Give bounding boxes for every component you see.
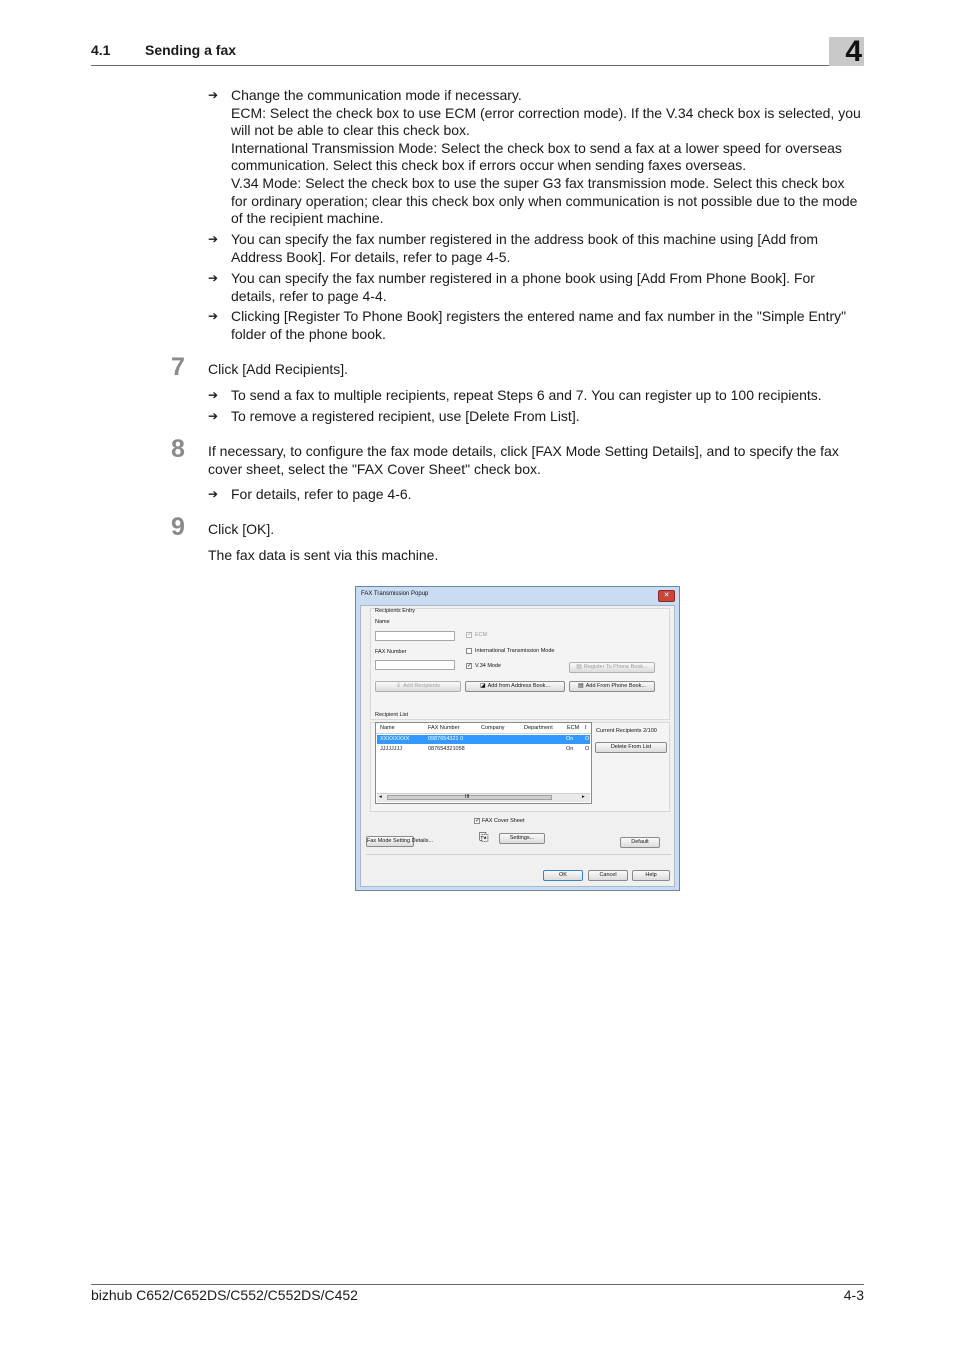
button-label: Add Recipients: [403, 683, 441, 689]
column-header-department[interactable]: Department: [524, 725, 553, 731]
intl-mode-label: International Transmission Mode: [475, 648, 555, 654]
bullet-text: You can specify the fax number registered in the address book of this machine using [Add from Address Book]. For details, refer to page 4-5.: [231, 231, 819, 265]
cell-i: O: [585, 736, 590, 742]
v34-label: V.34 Mode: [475, 663, 502, 669]
button-label: Help: [645, 872, 657, 878]
delete-from-list-button[interactable]: [595, 742, 667, 753]
column-header-fax-number[interactable]: FAX Number: [428, 725, 460, 731]
default-button[interactable]: [620, 837, 660, 848]
step-9-text: Click [OK].: [208, 521, 275, 537]
bullet-communication-mode: [208, 87, 862, 228]
arrow-icon: ➔: [208, 388, 219, 402]
bullet-text: Clicking [Register To Phone Book] registers the entered name and fax number in the "Simple Entry" folder of the phone book.: [231, 308, 847, 342]
fax-mode-setting-details-button[interactable]: [366, 836, 434, 847]
step-7-bullet-2: [208, 408, 862, 426]
bullet-line: ECM: Select the check box to use ECM (error correction mode). If the V.34 check box is selected, you will not be able to clear this check box.: [231, 104, 861, 139]
ok-button[interactable]: [543, 870, 583, 881]
arrow-icon: ➔: [208, 88, 219, 102]
column-header-name[interactable]: Name: [380, 725, 395, 731]
chapter-number: 4: [845, 35, 862, 68]
check-icon: ✓: [467, 663, 473, 669]
name-input[interactable]: [375, 631, 455, 641]
fax-transmission-dialog: [355, 586, 680, 891]
step-7-text: Click [Add Recipients].: [208, 361, 349, 377]
cell-ecm: On: [566, 736, 574, 742]
name-label: Name: [375, 619, 390, 625]
scroll-left-icon[interactable]: ◂: [379, 794, 382, 800]
button-label: Default: [631, 839, 649, 845]
scroll-grip-icon: III: [465, 794, 470, 800]
fax-cover-sheet-label: FAX Cover Sheet: [482, 818, 525, 824]
separator: [366, 854, 671, 855]
phone-book-icon: ▤: [576, 664, 582, 670]
intl-mode-checkbox[interactable]: [466, 648, 472, 654]
add-recipients-button[interactable]: [375, 681, 461, 692]
table-row[interactable]: [377, 745, 590, 754]
button-label: Add From Phone Book...: [585, 683, 646, 689]
cell-name: XXXXXXXX: [380, 736, 410, 742]
button-label: Delete From List: [610, 744, 652, 750]
close-icon[interactable]: ✕: [658, 590, 675, 602]
cell-fax: 087654321058: [428, 746, 465, 752]
cell-i: O: [585, 746, 590, 752]
bullet-text: [231, 87, 862, 228]
step-8-bullet-1: [208, 486, 862, 504]
ecm-label: ECM: [475, 632, 488, 638]
phone-book-icon: ▤: [578, 683, 584, 689]
add-from-address-book-button[interactable]: [465, 681, 565, 692]
horizontal-scrollbar[interactable]: [377, 793, 590, 802]
scroll-right-icon[interactable]: ▸: [582, 794, 585, 800]
dialog-client-area: [360, 605, 675, 887]
page-footer: [91, 1284, 864, 1303]
address-book-icon: ◪: [479, 683, 486, 689]
bullet-phone-book: [208, 270, 862, 305]
cover-sheet-icon: ⎘: [479, 830, 489, 844]
list-header: [376, 723, 591, 734]
page-header: [91, 41, 864, 66]
add-from-phone-book-button[interactable]: [569, 681, 655, 692]
arrow-icon: ➔: [208, 409, 219, 423]
column-header-ecm[interactable]: ECM: [567, 725, 580, 731]
settings-button[interactable]: [499, 833, 545, 844]
button-label: Cancel: [599, 872, 617, 878]
bullet-address-book: [208, 231, 862, 266]
bullet-register-phone-book: [208, 308, 862, 343]
bullet-text: To send a fax to multiple recipients, repeat Steps 6 and 7. You can register up to 100 recipients.: [231, 387, 822, 403]
step-8-text: If necessary, to configure the fax mode details, click [FAX Mode Setting Details], and to specify the fax cover sheet, select the "FAX Cover Sheet" check box.: [208, 443, 839, 477]
bullet-line: Change the communication mode if necessary.: [231, 87, 522, 103]
dialog-title: FAX Transmission Popup: [361, 591, 429, 597]
column-header-company[interactable]: Company: [481, 725, 505, 731]
button-label: OK: [559, 872, 567, 878]
cell-name: JJJJJJJJ: [380, 746, 402, 752]
bullet-text: For details, refer to page 4-6.: [231, 486, 412, 502]
section-title: Sending a fax: [145, 42, 237, 58]
step-number-9: 9: [171, 513, 185, 541]
arrow-icon: ➔: [208, 232, 219, 246]
page-number: 4-3: [843, 1287, 864, 1303]
recipients-entry-label: Recipients Entry: [375, 608, 416, 614]
help-button[interactable]: [632, 870, 670, 881]
step-number-7: 7: [171, 353, 185, 381]
recipient-list-label: Recipient List: [375, 712, 409, 718]
cancel-button[interactable]: [588, 870, 628, 881]
bullet-text: You can specify the fax number registered in a phone book using [Add From Phone Book]. For details, refer to page 4-4.: [231, 270, 815, 304]
table-row[interactable]: [377, 735, 590, 744]
bullet-text: To remove a registered recipient, use [Delete From List].: [231, 408, 580, 424]
step-number-8: 8: [171, 435, 185, 463]
step-7-bullet-1: [208, 387, 862, 405]
arrow-icon: ➔: [208, 271, 219, 285]
check-icon: ✓: [475, 818, 481, 824]
chapter-marker: [829, 37, 864, 66]
arrow-down-icon: ⇓: [395, 683, 402, 689]
v34-checkbox[interactable]: [466, 663, 472, 669]
register-to-phone-book-button[interactable]: [569, 662, 655, 673]
fax-cover-sheet-checkbox[interactable]: [474, 818, 480, 824]
cell-fax: 0987654321 0: [428, 736, 464, 742]
button-label: Add from Address Book...: [487, 683, 551, 689]
step-9-result: The fax data is sent via this machine.: [208, 547, 439, 563]
arrow-icon: ➔: [208, 309, 219, 323]
recipient-list-view[interactable]: [375, 722, 592, 804]
column-header-i[interactable]: I: [585, 725, 587, 731]
button-label: Fax Mode Setting Details...: [367, 838, 434, 844]
bullet-line: V.34 Mode: Select the check box to use the super G3 fax transmission mode. Select this check box for ordinary operation; clear this check box only when communication is not possible due to the mode of the recipient machine.: [231, 174, 858, 227]
cell-ecm: On: [566, 746, 574, 752]
button-label: Register To Phone Book...: [583, 664, 648, 670]
button-label: Settings...: [509, 835, 535, 841]
model-name: bizhub C652/C652DS/C552/C552DS/C452: [91, 1287, 358, 1303]
fax-number-input[interactable]: [375, 660, 455, 670]
section-number: 4.1: [91, 42, 111, 58]
ecm-checkbox[interactable]: [466, 632, 472, 638]
bullet-line: International Transmission Mode: Select the check box to send a fax at a lower speed for overseas communication. Select this check box if errors occur when sending faxes overseas.: [231, 139, 842, 174]
current-recipients-count: Current Recipients 2/100: [596, 728, 657, 734]
check-icon: ✓: [467, 632, 473, 638]
arrow-icon: ➔: [208, 487, 219, 501]
dialog-titlebar: [356, 587, 679, 604]
fax-number-label: FAX Number: [375, 649, 407, 655]
